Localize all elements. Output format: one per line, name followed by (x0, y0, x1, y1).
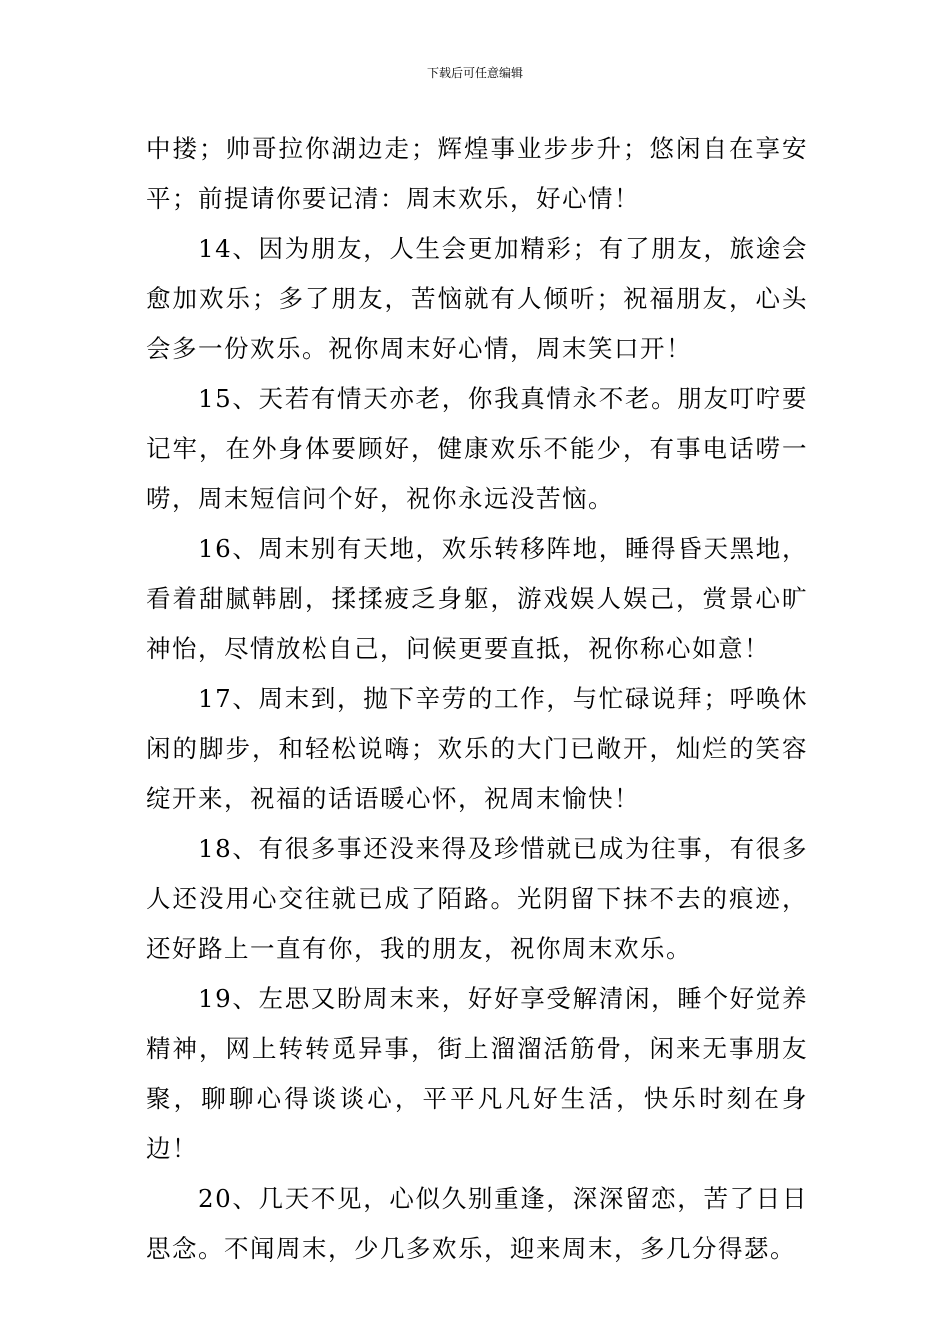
paragraph: 18、有很多事还没来得及珍惜就已成为往事，有很多人还没用心交往就已成了陌路。光阴留下抹不去的痕迹，还好路上一直有你，我的朋友，祝你周末欢乐。 (146, 834, 808, 963)
paragraph: 14、因为朋友，人生会更加精彩；有了朋友，旅途会愈加欢乐；多了朋友，苦恼就有人倾听；祝福朋友，心头会多一份欢乐。祝你周末好心情，周末笑口开！ (146, 234, 808, 363)
body-text (146, 124, 808, 1274)
paragraph: 16、周末别有天地，欢乐转移阵地，睡得昏天黑地，看着甜腻韩剧，揉揉疲乏身躯，游戏娱人娱己，赏景心旷神怡，尽情放松自己，问候更要直抵，祝你称心如意！ (146, 534, 808, 663)
paragraph: 19、左思又盼周末来，好好享受解清闲，睡个好觉养精神，网上转转觅异事，街上溜溜活筋骨，闲来无事朋友聚，聊聊心得谈谈心，平平凡凡好生活，快乐时刻在身边！ (146, 984, 808, 1163)
paragraph: 15、天若有情天亦老，你我真情永不老。朋友叮咛要记牢，在外身体要顾好，健康欢乐不能少，有事电话唠一唠，周末短信问个好，祝你永远没苦恼。 (146, 384, 808, 513)
paragraph: 中搂；帅哥拉你湖边走；辉煌事业步步升；悠闲自在享安平；前提请你要记清：周末欢乐，好心情！ (146, 134, 808, 213)
paragraph: 20、几天不见，心似久别重逢，深深留恋，苦了日日思念。不闻周末，少几多欢乐，迎来周末，多几分得瑟。 (146, 1184, 808, 1263)
page-header: 下载后可任意编辑 (426, 66, 523, 80)
paragraph: 17、周末到，抛下辛劳的工作，与忙碌说拜；呼唤休闲的脚步，和轻松说嗨；欢乐的大门已敞开，灿烂的笑容绽开来，祝福的话语暖心怀，祝周末愉快！ (146, 684, 808, 813)
